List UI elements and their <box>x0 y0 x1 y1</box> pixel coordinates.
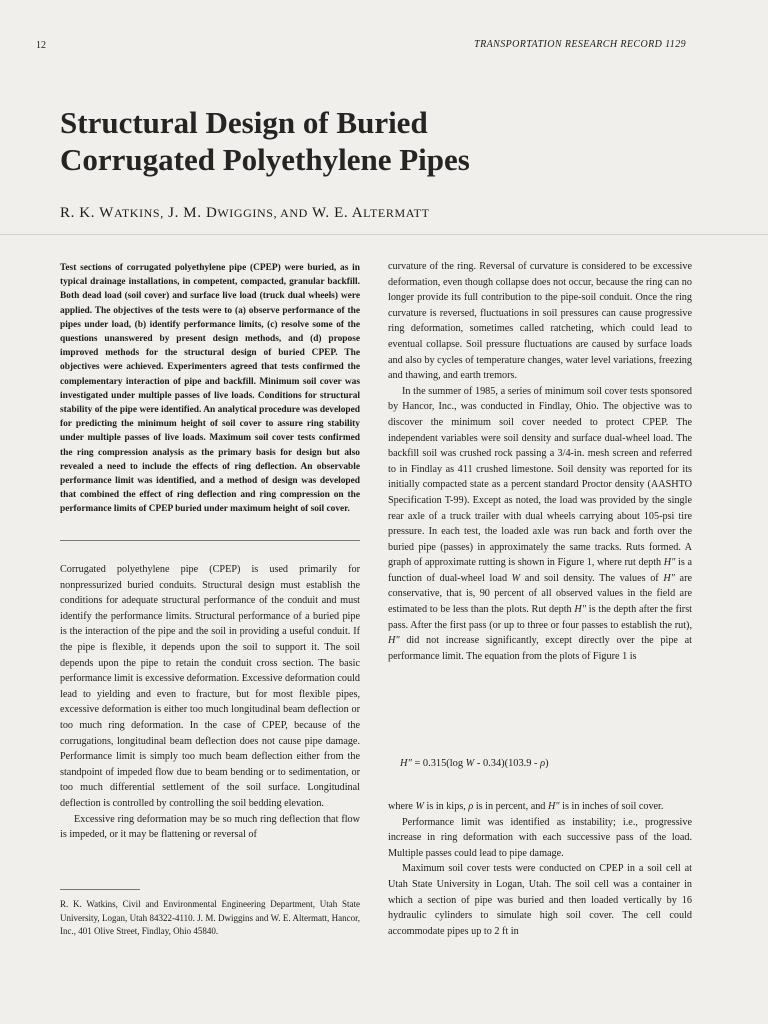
right-column-upper <box>388 259 692 664</box>
author-2-initials: J. M. <box>163 205 206 221</box>
rut-depth-equation: H" = 0.315(log W - 0.34)(103.9 - ρ) <box>400 758 549 769</box>
author-2-cap: D <box>205 205 218 221</box>
abstract-divider <box>60 540 360 541</box>
intro-paragraph-2: Excessive ring deformation may be so much ring deflection that flow is impeded, or it may be flattening or reversal of <box>60 813 360 841</box>
author-3-rest: LTERMATT <box>363 206 430 220</box>
author-list <box>60 205 430 222</box>
footnote-divider <box>60 889 140 890</box>
right-paragraph-5: Maximum soil cover tests were conducted on CPEP in a soil cell at Utah State University in Logan, Utah. The soil cell was a container in which a section of pipe was buried and then loaded vertically by 16 hydraulic cylinders to simulate high soil cover. The cell could accommodate pipes up to 2 ft in <box>388 863 692 937</box>
introduction <box>60 562 360 843</box>
title-line-1: Structural Design of Buried <box>60 105 428 140</box>
intro-paragraph-1: Corrugated polyethylene pipe (CPEP) is used primarily for nonpressurized buried conduits. Structural design must establish the conditions for adequate structural performance of the conduit and must identify the performance limits. Structural performance of a buried pipe is the interaction of the pipe and the soil in providing a useful conduit. If the pipe is flexible, it depends upon the soil to support it. The soil depends upon the pipe to retain the conduit cross section. The basic performance limit is excessive deformation. Excessive deformation could lead to yielding and even to fracture, but for most flexible pipes, excessive deformation is either too much longitudinal beam deflection or too much ring deformation. In the case of CPEP, because of the corrugations, longitudinal beam deflection does not cause pipe damage. Performance limit is simply too much beam deflection either from the standpoint of impeded flow due to beam bending or to sedimentation, or too much differential settlement of the soil surface. Longitudinal deflection is controlled by controlling the soil bedding elevation. <box>60 564 360 809</box>
title-line-2: Corrugated Polyethylene Pipes <box>60 142 470 177</box>
right-paragraph-3: where W is in kips, ρ is in percent, and H" is in inches of soil cover. <box>388 801 664 812</box>
author-1-initials: R. K. <box>60 205 100 221</box>
author-3-initials: W. E. <box>307 205 352 221</box>
page-number: 12 <box>36 40 46 51</box>
right-column-lower <box>388 799 692 939</box>
author-3-cap: A <box>351 205 364 221</box>
journal-header: TRANSPORTATION RESEARCH RECORD 1129 <box>474 39 686 50</box>
author-1-rest: ATKINS, <box>113 206 164 220</box>
author-affiliation-footnote: R. K. Watkins, Civil and Environmental Engineering Department, Utah State University, Logan, Utah 84322-4110. J. M. Dwiggins and W. E. Altermatt, Hancor, Inc., 401 Olive Street, Findlay, Ohio 45840. <box>60 899 360 936</box>
header-divider <box>0 234 768 235</box>
right-paragraph-1: curvature of the ring. Reversal of curvature is considered to be excessive deformation, even though collapse does not occur, because the ring can no longer provide its full contribution to the pipe-soil conduit. Once the ring curvature is reversed, fluctuations in soil pressures can cause progressive ring deformation, sometimes called ratcheting, which could lead to eventual collapse. Soil pressure fluctuations are caused by surface loads and also by cycles of temperature changes, water level variations, freezing and thawing, and earth tremors. <box>388 261 692 382</box>
abstract: Test sections of corrugated polyethylene pipe (CPEP) were buried, as in typical drainage installations, in competent, compacted, granular backfill. Both dead load (soil cover) and surface live load (truck dual wheels) were applied. The objectives of the tests were to (a) observe performance of the pipes under load, (b) identify performance limits, (c) resolve some of the questions unanswered by present design methods, and (d) propose improved methods for the structural design of buried CPEP. The objectives were achieved. Experimenters agreed that tests confirmed the complementary interaction of pipe and backfill. Minimum soil cover was investigated under multiple passes of live loads. Conditions for structural stability of the pipe were identified. An analytical procedure was developed for predicting the minimum height of soil cover to assure ring stability under multiple passes of live loads. Maximum soil cover tests confirmed the ring compression analysis as the primary basis for design but also revealed a need to include the effects of ring deflection. An observable performance limit was identified, and a method of design was developed that combined the effect of ring deflection and ring compression on the performance limits of CPEP buried under maximum height of soil cover. <box>60 263 360 515</box>
author-and: AND <box>277 206 308 220</box>
author-2-rest: WIGGINS, <box>217 206 278 220</box>
paper-title <box>60 104 680 178</box>
right-paragraph-2: In the summer of 1985, a series of minimum soil cover tests sponsored by Hancor, Inc., was conducted in Findlay, Ohio. The objective was to discover the minimum soil cover needed to protect CPEP. The independent variables were soil density and surface dual-wheel load. The backfill soil was crushed rock passing a 3/4-in. mesh screen and referred to in Findlay as 411 crushed limestone. Soil density was reported for its initially compacted state as a percent standard Proctor density (AASHTO Specification T-99). Except as noted, the load was provided by the single rear axle of a truck trailer with dual wheels carrying about 105-psi tire pressure. In each test, the loaded axle was run back and forth over the buried pipe (passes) in approximately the same tracks. Ruts formed. A graph of approximate rutting is shown in Figure 1, where rut depth H" is a function of dual-wheel load W and soil density. The values of H" are conservative, that is, 90 percent of all observed values in the field are estimated to be less than the plots. Rut depth H" is the depth after the first pass. After the first pass (or up to three or four passes to establish the rut), H" did not increase significantly, except directly over the pipe at performance limit. The equation from the plots of Figure 1 is <box>388 385 692 662</box>
author-1-cap: W <box>99 205 114 221</box>
right-paragraph-4: Performance limit was identified as instability; i.e., progressive increase in ring deformation with each successive pass of the load. Multiple passes could lead to pipe damage. <box>388 816 692 859</box>
